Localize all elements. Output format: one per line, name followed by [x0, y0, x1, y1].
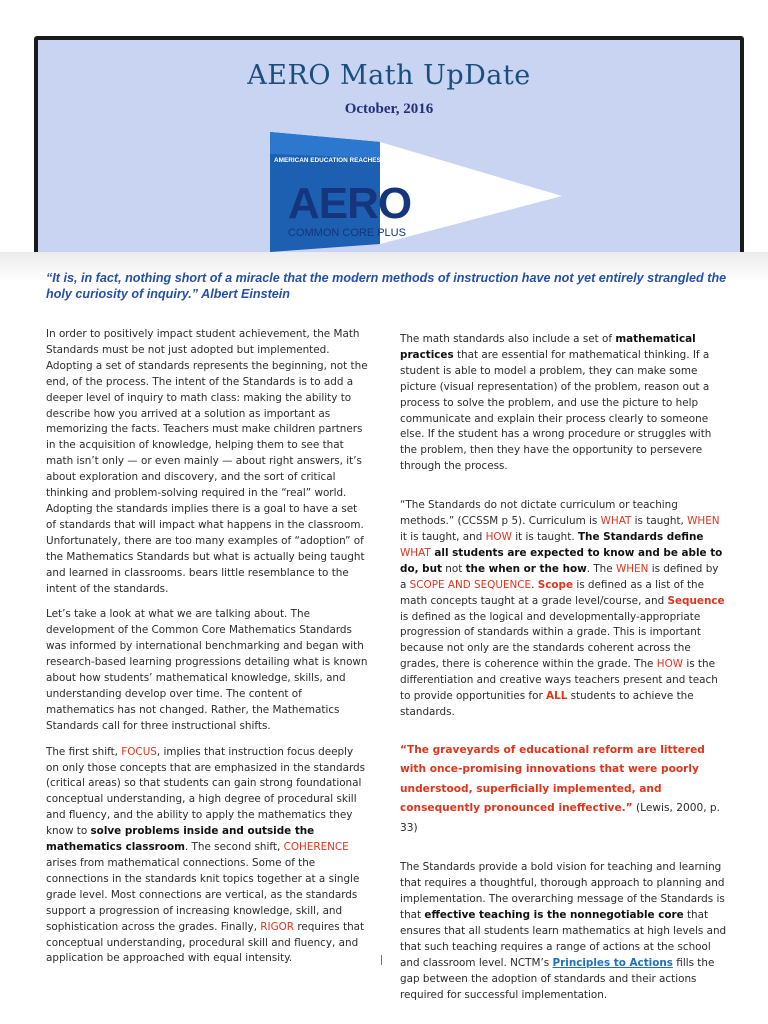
- text-run: fills the gap between the adoption of standards and their actions required for successful implementation.: [400, 956, 715, 1001]
- page-marker: [381, 955, 382, 965]
- text-run: is defined by a: [400, 562, 719, 591]
- pull-quote: [400, 741, 728, 839]
- what-term: WHAT: [400, 546, 431, 559]
- focus-term: FOCUS: [121, 745, 157, 758]
- logo-highlight: [270, 132, 380, 158]
- text-run: requires that conceptual understanding, procedural skill and fluency, and application be approached with equal intensity.: [46, 920, 365, 965]
- left-column: [46, 327, 368, 977]
- left-paragraph-2: Let’s take a look at what we are talking about. The development of the Common Core Mathematics Standards was informed by international benchmarking and began with research-based learning progressions detailing what is known about how students’ mathematical knowledge, skills, and understanding develop over time. The content of mathematics has not changed. Rather, the Mathematics Standards call for three instructional shifts.: [46, 608, 368, 732]
- text-run: students to achieve the standards.: [400, 690, 694, 718]
- bold-phrase: all students are expected to know and be able to do, but: [400, 546, 723, 575]
- text-run: “The Standards do not dictate curriculum or teaching methods.” (CCSSM p 5). Curriculum is: [400, 499, 678, 528]
- scope-term: Scope: [537, 578, 574, 591]
- text-run: The math standards also include a set of: [400, 333, 616, 345]
- newsletter-banner: [34, 36, 744, 258]
- right-paragraph-1: [400, 332, 728, 475]
- what-term: WHAT: [600, 515, 632, 528]
- aero-logo-graphic: [270, 132, 562, 252]
- text-run: is defined as the logical and developmentally-appropriate progression of standards within a grade. This is important because not only are the standards coherent across the grades, there is coherence within the grade. The: [400, 610, 701, 671]
- issue-date: October, 2016: [344, 101, 434, 117]
- principles-to-actions-link[interactable]: Principles to Actions: [552, 956, 673, 969]
- right-paragraph-4: [400, 860, 728, 1003]
- logo-tagline: AMERICAN EDUCATION REACHES OUT: [274, 157, 397, 164]
- text-run: is the differentiation and creative ways teachers present and teach to provide opportunities for: [400, 658, 718, 703]
- how-term: HOW: [485, 530, 512, 543]
- text-run: not: [441, 562, 466, 575]
- bold-phrase: mathematical practices: [400, 333, 696, 361]
- text-run: The first shift,: [46, 745, 122, 758]
- how-term: HOW: [656, 658, 684, 671]
- sequence-term: Sequence: [667, 594, 725, 607]
- text-run: it is taught.: [511, 530, 578, 543]
- quote-author: Albert Einstein: [201, 287, 290, 301]
- all-term: ALL: [546, 690, 568, 703]
- quote-text: “It is, in fact, nothing short of a miracle that the modern methods of instruction have not yet entirely strangled the holy curiosity of inquiry.”: [46, 271, 727, 301]
- text-run: that are essential for mathematical thinking. If a student is able to model a problem, they can make some picture (visual representation) of the problem, reason out a process to solve the problem, and use the picture to help communicate and explain their process clearly to someone else. If the student has a wrong procedure or struggles with the problem, then they have the opportunity to persevere through the process.: [400, 348, 712, 473]
- scope-and-sequence-term: SCOPE AND SEQUENCE: [409, 578, 532, 591]
- text-run: .: [531, 578, 538, 591]
- bold-phrase: effective teaching is the nonnegotiable core: [424, 909, 684, 922]
- bold-phrase: the when or the how: [465, 562, 587, 575]
- text-run: , implies that instruction focus deeply on only those concepts that are emphasized in the standards (critical areas) so that students can gain strong foundational conceptual understanding, a high degree of procedural skill and fluency, and the ability to apply the mathematics they know to: [46, 745, 366, 838]
- text-run: that ensures that all students learn mathematics at high levels and that such teaching requires a range of actions at the school and classroom level. NCTM’s: [400, 909, 727, 969]
- text-run: . The: [586, 562, 616, 575]
- coherence-term: COHERENCE: [283, 841, 349, 854]
- opening-quote: [46, 270, 736, 302]
- text-run: . The second shift,: [184, 841, 284, 854]
- pull-quote-citation: (Lewis, 2000, p. 33): [400, 802, 721, 834]
- left-paragraph-1: In order to positively impact student achievement, the Math Standards must be not just adopted but implemented. Adopting a set of standards represents the beginning, not the end, of the process. The intent of the Standards is to add a deeper level of inquiry to math class: making the ability to describe how you arrived at a solution as important as memorizing the facts. Teachers must make children partners in the acquisition of knowledge, helping them to see that math isn’t only — or even mainly — about right answers, it’s about exploration and discovery, and the sort of critical thinking and problem-solving required in the “real” world. Adopting the standards implies there is a goal to have a set of standards that will impact what happens in the classroom. Unfortunately, there are too many examples of “adoption” of the Mathematics Standards but what is actually being taught and learned in classrooms. bears little resemblance to the intent of the standards.: [46, 328, 368, 595]
- pull-quote-text: “The graveyards of educational reform are littered with once-promising innovations that were poorly understood, superficially implemented, and consequently pronounced ineffective.”: [400, 743, 705, 815]
- left-paragraph-3: [46, 745, 368, 968]
- aero-logo: [270, 132, 562, 252]
- logo-name: AERO: [288, 179, 412, 228]
- when-term: WHEN: [687, 515, 720, 528]
- text-run: is taught,: [631, 515, 688, 528]
- right-paragraph-2: [400, 498, 728, 721]
- text-run: it is taught, and: [400, 530, 486, 543]
- text-run: arises from mathematical connections. Some of the connections in the standards knit topics together at a single grade level. Most connections are vertical, as the standards support a progression of increasing knowledge, skill, and sophistication across the grades. Finally,: [46, 857, 360, 933]
- text-run: is defined as a list of the math concepts taught at a grade level/course, and: [400, 578, 705, 607]
- when-term: WHEN: [615, 562, 649, 575]
- rigor-term: RIGOR: [260, 920, 295, 933]
- newsletter-title: AERO Math UpDate: [247, 60, 531, 91]
- bold-phrase: solve problems inside and outside the mathematics classroom: [46, 825, 315, 854]
- logo-subtitle: COMMON CORE PLUS: [288, 227, 406, 239]
- bold-phrase: The Standards define: [577, 530, 704, 543]
- right-column: [400, 332, 728, 1014]
- text-run: The Standards provide a bold vision for teaching and learning that requires a thoughtful, thorough approach to planning and implementation. The overarching message of the Standards is that: [400, 861, 725, 922]
